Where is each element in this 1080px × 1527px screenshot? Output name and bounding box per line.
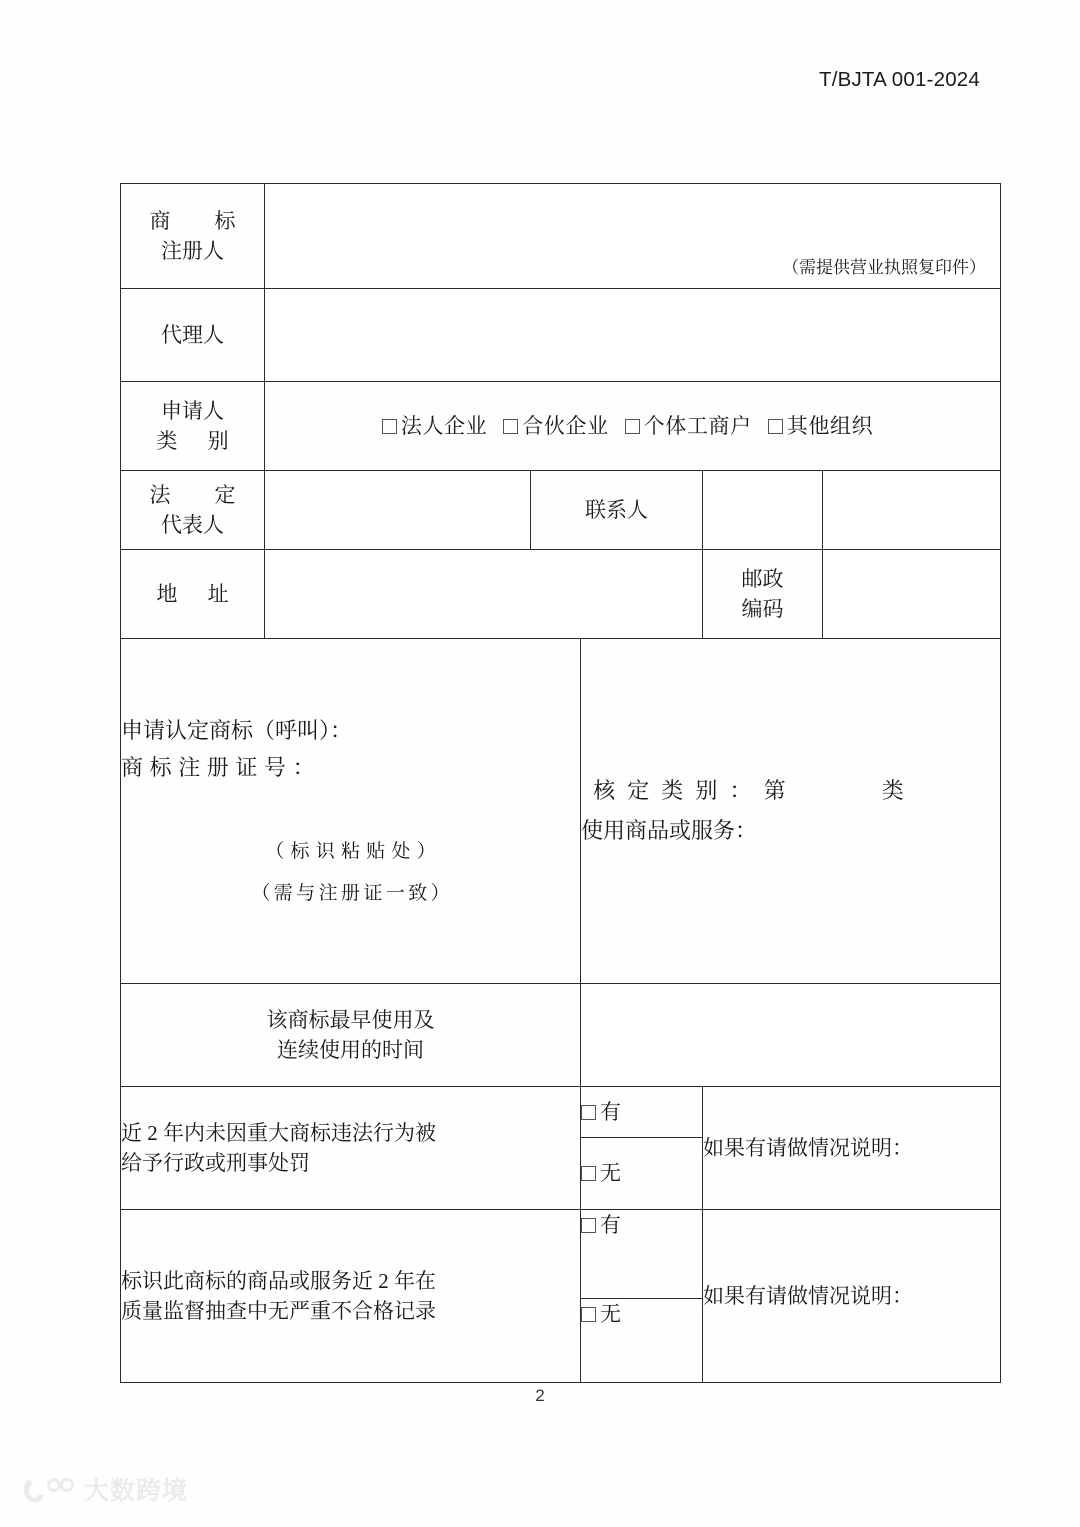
earliest-use-input-cell[interactable] [581, 984, 1001, 1087]
table-row-quality-question [121, 1210, 1001, 1383]
penalty-option-no[interactable] [581, 1138, 702, 1210]
registrant-label-line2: 注册人 [161, 239, 224, 263]
penalty-option-yes[interactable] [581, 1087, 702, 1138]
legal-rep-label-line1: 法 定 [149, 482, 248, 507]
quality-option-no[interactable] [581, 1299, 702, 1383]
checkbox-icon[interactable] [581, 1105, 596, 1120]
legal-rep-label-line2: 代表人 [161, 513, 224, 537]
registrant-label-cell [121, 184, 265, 289]
applicant-type-label-line1: 申请人 [161, 398, 224, 423]
paste-area-note-line1: （标识粘贴处） [265, 841, 443, 863]
option-label: 无 [600, 1161, 621, 1186]
checkbox-option-sole-proprietor[interactable] [625, 414, 752, 438]
table-row-trademark-block [121, 639, 1001, 984]
checkbox-icon[interactable] [581, 1218, 596, 1233]
checkbox-icon[interactable] [581, 1307, 596, 1322]
postcode-label-cell [703, 550, 823, 639]
option-label: 无 [600, 1302, 621, 1326]
quality-question-line1: 标识此商标的商品或服务近 2 年在 [121, 1268, 436, 1293]
checkbox-icon[interactable] [768, 419, 783, 434]
registrant-label-line1: 商 标 [149, 208, 248, 233]
quality-option-yes[interactable] [581, 1210, 702, 1299]
penalty-yesno-cell [581, 1087, 703, 1210]
contact-label-cell: 联系人 [531, 471, 703, 550]
agent-label-cell: 代理人 [121, 289, 265, 382]
page-number: 2 [535, 1386, 545, 1405]
table-row-applicant-type [121, 382, 1001, 471]
penalty-question-line1: 近 2 年内未因重大商标违法行为被 [121, 1120, 436, 1145]
checkbox-icon[interactable] [581, 1166, 596, 1181]
address-label-cell [121, 550, 265, 639]
checkbox-icon[interactable] [382, 419, 397, 434]
approved-class-label: 核定类别：第 [593, 778, 798, 804]
earliest-use-label-cell [121, 984, 581, 1087]
table-row-legal-rep [121, 471, 1001, 550]
option-label: 合伙企业 [522, 413, 609, 438]
trademark-reg-no-label: 商标注册证号： [121, 755, 322, 781]
option-label: 其他组织 [786, 413, 874, 438]
quality-question-cell [121, 1210, 581, 1383]
table-row-earliest-use [121, 984, 1001, 1087]
earliest-use-line1: 该商标最早使用及 [266, 1007, 435, 1032]
approved-class-suffix: 类 [881, 778, 904, 804]
checkbox-icon[interactable] [503, 419, 518, 434]
postcode-label-line1: 邮政 [741, 566, 784, 591]
penalty-question-cell [121, 1087, 581, 1210]
quality-yesno-cell [581, 1210, 703, 1383]
approved-class-row [581, 775, 1000, 807]
paste-area-note-line2: （需与注册证一致） [251, 882, 454, 904]
registrant-note: （需提供营业执照复印件） [782, 258, 987, 278]
phone-group-cell [823, 471, 1001, 550]
applicant-type-options-cell [265, 382, 1001, 471]
checkbox-option-partnership[interactable] [503, 414, 609, 438]
trademark-identity-cell[interactable] [121, 639, 581, 984]
explanation-label: 如果有请做情况说明： [703, 1283, 913, 1308]
agent-input-cell[interactable] [265, 289, 1001, 382]
address-label: 地 址 [156, 581, 234, 606]
explanation-label: 如果有请做情况说明： [703, 1135, 913, 1160]
checkbox-icon[interactable] [625, 419, 640, 434]
table-row-registrant [121, 184, 1001, 289]
penalty-question-line2: 给予行政或刑事处罚 [121, 1151, 310, 1175]
trademark-apply-label: 申请认定商标（呼叫）： [121, 717, 353, 743]
postcode-input-cell[interactable] [823, 550, 1001, 639]
option-label: 法人企业 [400, 413, 488, 438]
option-label: 个体工商户 [643, 413, 752, 438]
trademark-class-cell[interactable] [581, 639, 1001, 984]
earliest-use-line2: 连续使用的时间 [277, 1038, 424, 1062]
registrant-input-cell[interactable] [265, 184, 1001, 289]
goods-services-label: 使用商品或服务： [581, 818, 758, 843]
postcode-label-line2: 编码 [741, 597, 784, 621]
table-row-penalty-question [121, 1087, 1001, 1210]
applicant-type-label-cell [121, 382, 265, 471]
penalty-explanation-cell[interactable] [703, 1087, 1001, 1210]
watermark [22, 1475, 188, 1505]
quality-explanation-cell[interactable] [703, 1210, 1001, 1383]
address-input-cell[interactable] [265, 550, 703, 639]
checkbox-option-legal-entity[interactable] [382, 414, 488, 438]
watermark-text: 大数跨境 [84, 1475, 189, 1505]
option-label: 有 [600, 1099, 621, 1124]
brand-logo-icon [22, 1475, 74, 1505]
table-row-agent [121, 289, 1001, 382]
option-label: 有 [600, 1213, 621, 1237]
legal-rep-label-cell [121, 471, 265, 550]
standard-code-header: T/BJTA 001-2024 [818, 68, 980, 91]
trademark-application-form [120, 183, 1001, 1383]
quality-question-line2: 质量监督抽查中无严重不合格记录 [121, 1299, 436, 1323]
applicant-type-label-line2: 类 别 [156, 429, 234, 453]
table-row-address [121, 550, 1001, 639]
legal-rep-input-cell[interactable] [265, 471, 531, 550]
checkbox-option-other-org[interactable] [768, 414, 874, 438]
contact-input-cell[interactable] [703, 471, 823, 550]
